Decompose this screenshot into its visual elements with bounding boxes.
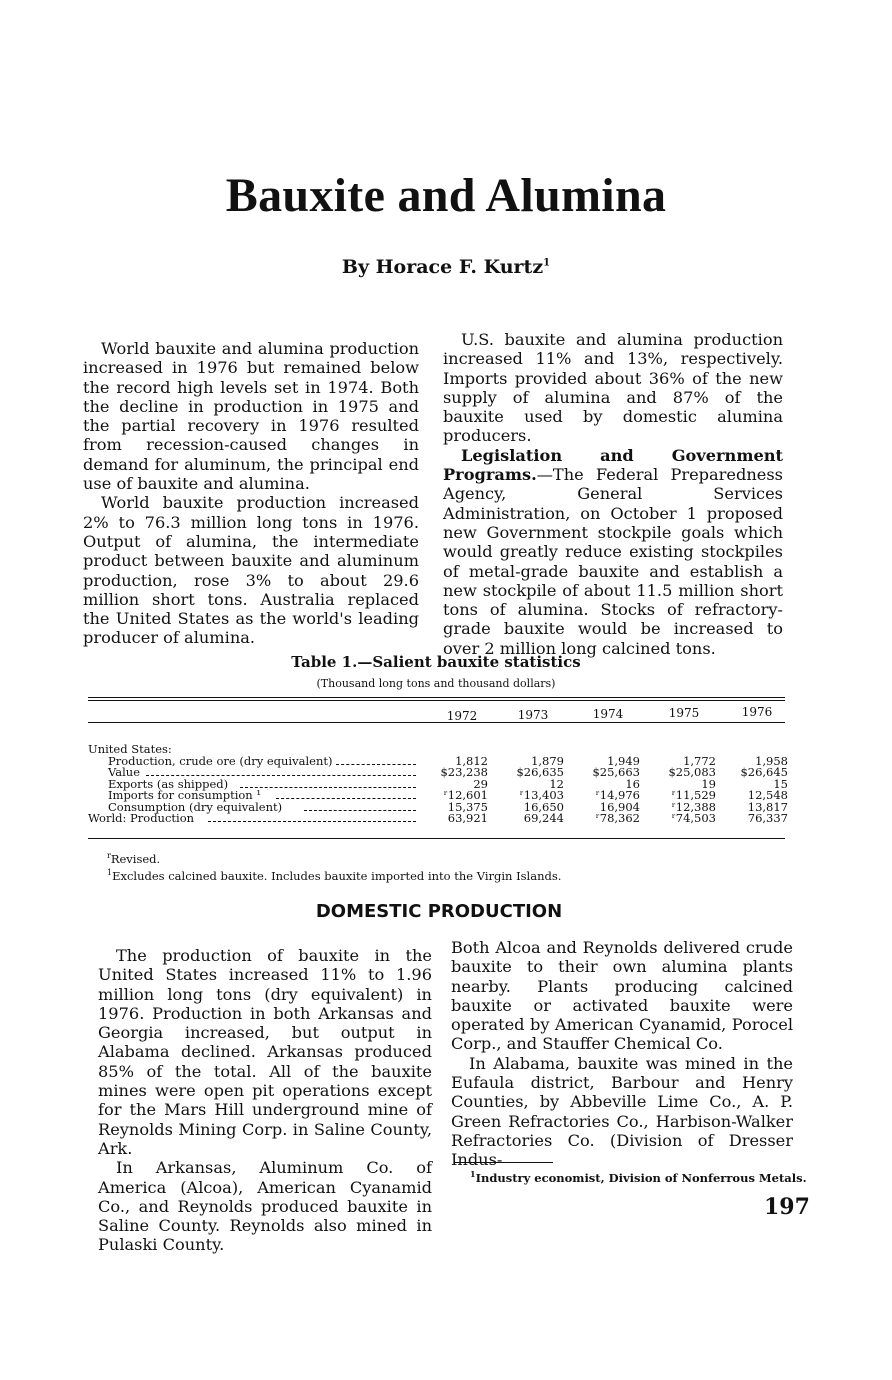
- footnote: $^1$Industry economist, Division of Nonferrous Metals.: [470, 1169, 807, 1185]
- row-label: Exports (as shipped): [108, 776, 229, 791]
- table-body: [88, 744, 788, 825]
- row-label: Value: [108, 765, 140, 779]
- paragraph: Both Alcoa and Reynolds delivered crude bauxite to their own alumina plants nearby. Plants producing calcined bauxite or activated bauxite were operated by American Cyanamid, Porocel Corp., and Stauffer Chemical Co.: [451, 938, 793, 1054]
- cell: 12: [549, 776, 564, 791]
- cell: ʳ12,388: [671, 799, 716, 814]
- cell: ʳ12,601: [443, 788, 488, 802]
- cell: 16: [625, 776, 640, 791]
- cell: 1,812: [455, 753, 488, 768]
- cell: $25,663: [592, 765, 640, 779]
- cell: 15,375: [447, 799, 488, 814]
- cell: 12,548: [747, 788, 788, 802]
- cell: 29: [473, 776, 488, 791]
- paragraph: U.S. bauxite and alumina production increased 11% and 13%, respectively. Imports provided about 36% of the new supply of alumina and 87% of the bauxite used by domestic alumina producers.: [443, 330, 783, 446]
- cell: 1,949: [607, 753, 640, 768]
- paragraph: The production of bauxite in the United States increased 11% to 1.96 million long tons (dry equivalent) in 1976. Production in both Arkansas and Georgia increased, but output in Alabama declined. Arkansas produced 85% of the total. All of the bauxite mines were open pit operations except for the Mars Hill underground mine of Reynolds Mining Corp. in Saline County, Ark.: [98, 946, 432, 1158]
- cell: ʳ14,976: [595, 788, 640, 802]
- footnote-rule: [455, 1162, 553, 1163]
- cell: 13,817: [747, 799, 788, 814]
- leader-dots: [146, 775, 416, 776]
- intro-left-column: [83, 339, 419, 648]
- leader-dots: [240, 787, 416, 788]
- row-label: Imports for consumption ¹: [108, 788, 261, 802]
- leader-dots: [304, 810, 416, 811]
- cell: ʳ78,362: [595, 811, 640, 825]
- table-note: $^1$Excludes calcined bauxite. Includes bauxite imported into the Virgin Islands.: [107, 867, 562, 883]
- cell: ʳ13,403: [519, 788, 564, 802]
- leader-dots: [276, 798, 416, 799]
- author-byline: By Horace F. Kurtz$^1$: [341, 256, 551, 278]
- cell: 76,337: [747, 811, 788, 825]
- cell: 69,244: [523, 811, 564, 825]
- cell: 1,958: [755, 753, 788, 768]
- cell: ʳ11,529: [671, 788, 716, 802]
- cell: $26,635: [516, 765, 564, 779]
- table-rule: [88, 838, 785, 839]
- row-label: United States:: [88, 742, 172, 756]
- row-label: Production, crude ore (dry equivalent): [108, 753, 333, 768]
- cell: 16,904: [599, 799, 640, 814]
- cell: ʳ74,503: [671, 811, 716, 825]
- paragraph: World bauxite and alumina production increased in 1976 but remained below the record high levels set in 1974. Both the decline in production in 1975 and the partial recovery in 1976 resulted from recession-caused changes in demand for aluminum, the principal end use of bauxite and alumina.: [83, 339, 419, 494]
- cell: 15: [773, 776, 788, 791]
- leader-dots: [208, 821, 416, 822]
- table-rule: [88, 700, 785, 701]
- table-notes: [107, 849, 561, 883]
- year-header: 1976: [741, 705, 773, 719]
- year-header: 1972: [446, 709, 478, 723]
- paragraph: World bauxite production increased 2% to 76.3 million long tons in 1976. Output of alumina, the intermediate product between bauxite and aluminum production, rose 3% to about 29.6 million short tons. Australia replaced the United States as the world's leading producer of alumina.: [83, 493, 419, 648]
- domestic-left-column: [98, 946, 432, 1255]
- paragraph: In Alabama, bauxite was mined in the Eufaula district, Barbour and Henry Counties, by Abbeville Lime Co., A. P. Green Refractories Co., Harbison-Walker Refractories Co. (Division of Dresser Indus-: [451, 1053, 793, 1170]
- table-subtitle: (Thousand long tons and thousand dollars): [316, 677, 556, 690]
- section-heading: DOMESTIC PRODUCTION: [315, 901, 563, 922]
- table-rule: [88, 697, 785, 698]
- table-title: Table 1.—Salient bauxite statistics: [291, 653, 581, 671]
- table-note: $^r$Revised.: [107, 851, 161, 866]
- intro-right-column: [443, 330, 783, 658]
- page-title: Bauxite and Alumina: [225, 169, 667, 222]
- cell: $26,645: [740, 765, 788, 779]
- cell: 16,650: [523, 799, 564, 814]
- cell: 63,921: [447, 811, 488, 825]
- leader-dots: [336, 764, 416, 765]
- domestic-right-column: [451, 938, 793, 1170]
- year-header: 1973: [517, 708, 549, 722]
- cell: 1,879: [531, 753, 564, 768]
- paragraph: In Arkansas, Aluminum Co. of America (Alcoa), American Cyanamid Co., and Reynolds produced bauxite in Saline County. Reynolds also mined in Pulaski County.: [98, 1158, 432, 1255]
- page-number: 197: [764, 1194, 810, 1220]
- run-in-heading: Legislation and Government Programs.: [443, 445, 783, 485]
- cell: $25,083: [668, 765, 716, 779]
- year-header: 1974: [592, 707, 624, 721]
- table-row: [88, 813, 788, 825]
- row-label: World: Production: [88, 811, 195, 825]
- cell: 1,772: [683, 753, 716, 768]
- row-label: Consumption (dry equivalent): [108, 799, 283, 814]
- cell: $23,238: [440, 765, 488, 779]
- year-header: 1975: [668, 706, 700, 720]
- paragraph: Legislation and Government Programs.—The Federal Preparedness Agency, General Services Administration, on October 1 proposed new Government stockpile goals which would greatly reduce existing stockpiles of metal-grade bauxite and establish a new stockpile of about 11.5 million short tons of alumina. Stocks of refractory-grade bauxite would be increased to over 2 million long calcined tons.: [443, 445, 783, 658]
- cell: 19: [701, 776, 716, 791]
